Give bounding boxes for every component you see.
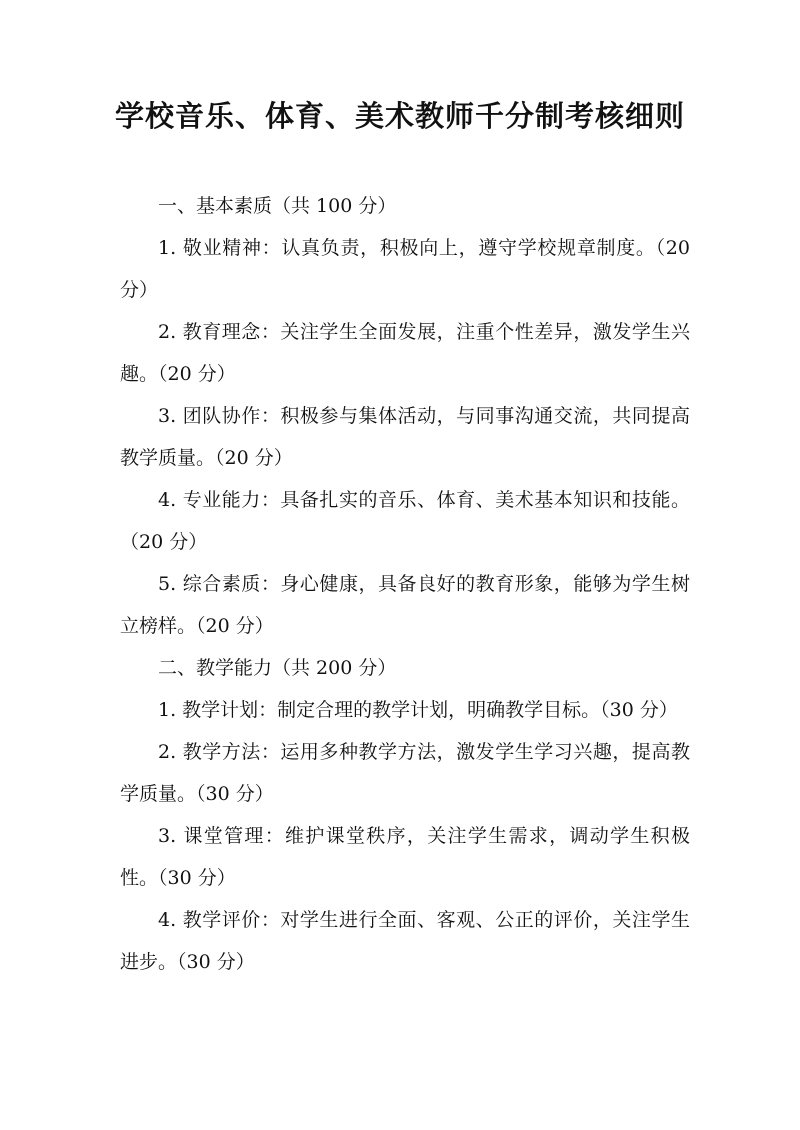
item-professional-ability: 4. 专业能力：具备扎实的音乐、体育、美术基本知识和技能。（20 分） bbox=[120, 489, 690, 553]
item-teaching-plan: 1. 教学计划：制定合理的教学计划，明确教学目标。（30 分） bbox=[158, 699, 678, 721]
section-heading-teaching-ability: 二、教学能力（共 200 分） bbox=[158, 657, 397, 679]
item-education-philosophy: 2. 教育理念：关注学生全面发展，注重个性差异，激发学生兴趣。（20 分） bbox=[120, 321, 690, 385]
item-classroom-management: 3. 课堂管理：维护课堂秩序，关注学生需求，调动学生积极性。（30 分） bbox=[120, 825, 690, 889]
item-teaching-evaluation: 4. 教学评价：对学生进行全面、客观、公正的评价，关注学生进步。（30 分） bbox=[120, 909, 690, 973]
item-dedication: 1. 敬业精神：认真负责，积极向上，遵守学校规章制度。（20 分） bbox=[120, 237, 690, 301]
item-overall-quality: 5. 综合素质：身心健康，具备良好的教育形象，能够为学生树立榜样。（20 分） bbox=[120, 573, 690, 637]
document-body bbox=[120, 185, 690, 983]
document-title: 学校音乐、体育、美术教师千分制考核细则 bbox=[114, 99, 685, 133]
item-teaching-method: 2. 教学方法：运用多种教学方法，激发学生学习兴趣，提高教学质量。（30 分） bbox=[120, 741, 690, 805]
item-teamwork: 3. 团队协作：积极参与集体活动，与同事沟通交流，共同提高教学质量。（20 分） bbox=[120, 405, 690, 469]
section-heading-basic-quality: 一、基本素质（共 100 分） bbox=[158, 195, 397, 217]
